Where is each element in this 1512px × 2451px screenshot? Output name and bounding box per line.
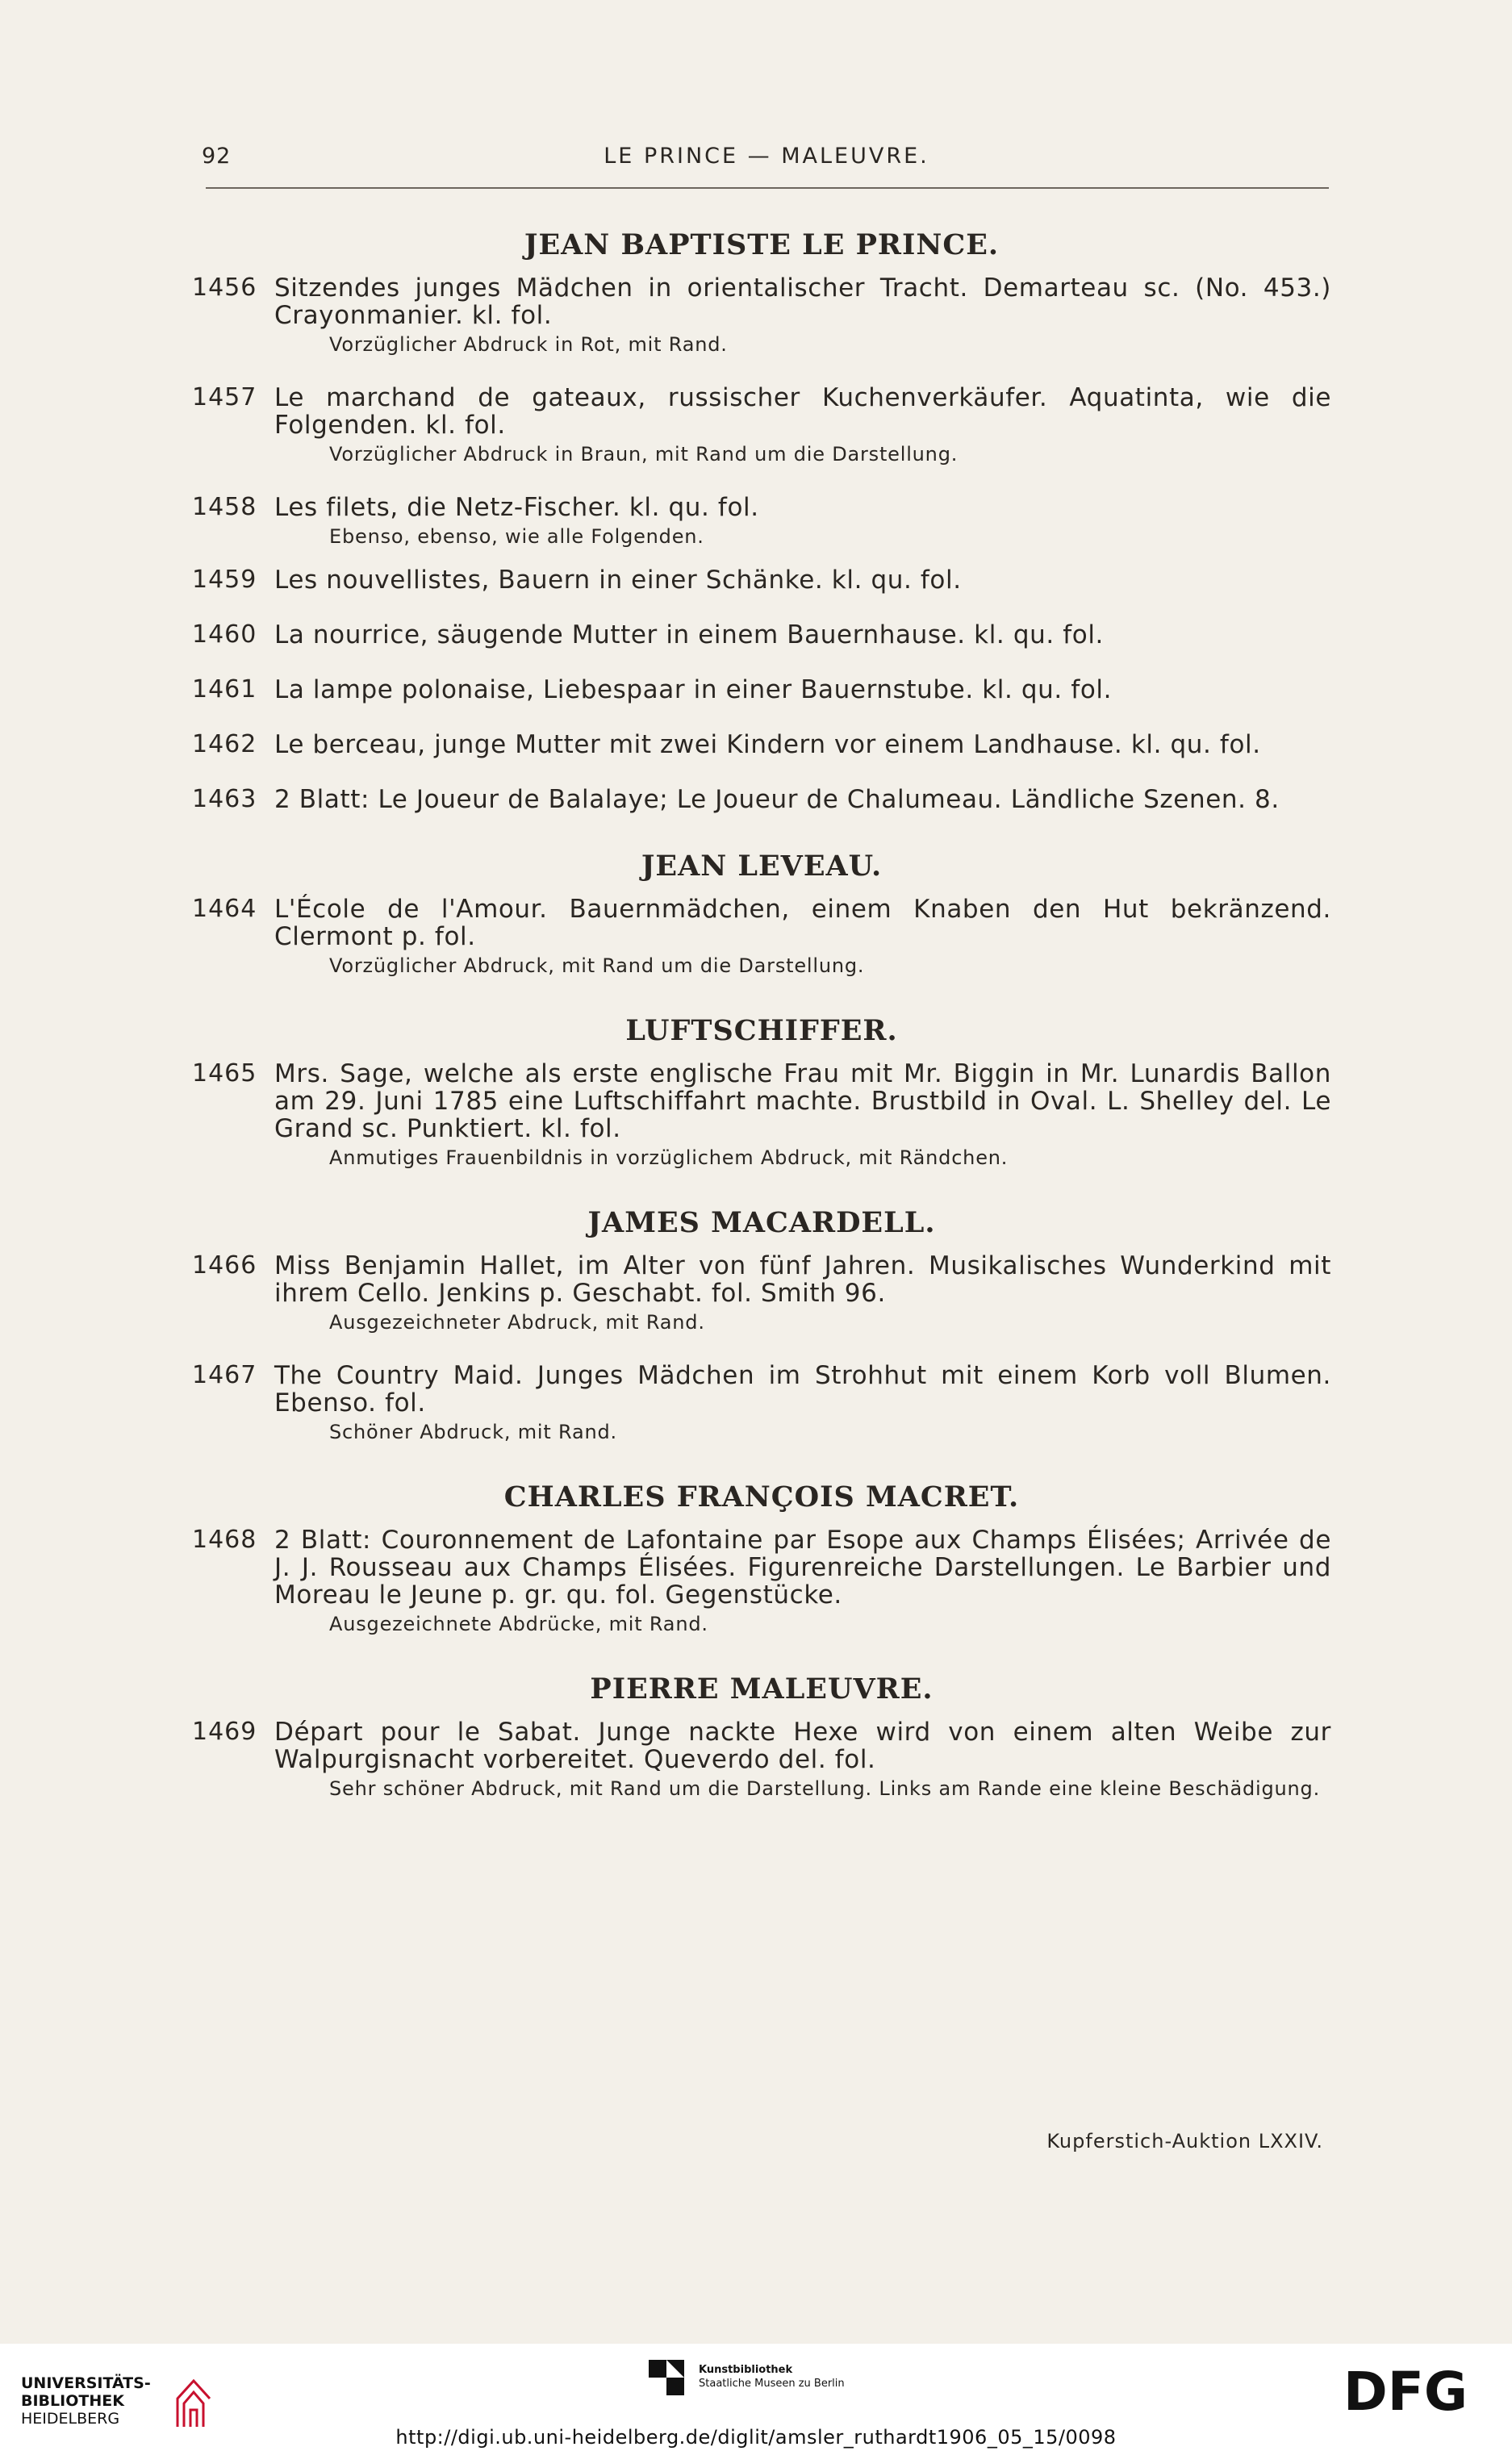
kb-name: Kunstbibliothek (699, 2364, 793, 2376)
section-heading: PIERRE MALEUVRE. (590, 1672, 934, 1706)
university-line-3: HEIDELBERG (21, 2410, 120, 2428)
entry-number: 1457 (192, 383, 257, 411)
entry-text: Les nouvellistes, Bauern in einer Schänke. kl. qu. fol. (274, 566, 962, 595)
entry-note: Vorzüglicher Abdruck, mit Rand um die Darstellung. (329, 954, 865, 977)
catalog-entry (192, 1718, 1331, 1801)
university-line-2: BIBLIOTHEK (21, 2392, 124, 2410)
entry-number: 1468 (192, 1526, 257, 1554)
university-library-logo[interactable] (21, 2374, 215, 2431)
entry-note: Anmutiges Frauenbildnis in vorzüglichem Abdruck, mit Rändchen. (329, 1146, 1009, 1169)
kb-subtitle: Staatliche Museen zu Berlin (699, 2378, 845, 2390)
entry-text: The Country Maid. Junges Mädchen im Strohhut mit einem Korb voll Blumen. Ebenso. fol. (274, 1361, 1331, 1418)
entry-note: Schöner Abdruck, mit Rand. (329, 1421, 617, 1443)
catalog-entry (192, 1362, 1331, 1444)
entry-text: L'École de l'Amour. Bauernmädchen, einem Knaben den Hut bekränzend. Clermont p. fol. (274, 895, 1331, 951)
entry-number: 1467 (192, 1361, 257, 1389)
catalog-entry (192, 1526, 1331, 1636)
entry-number: 1458 (192, 493, 257, 521)
catalog-entry (192, 274, 1331, 357)
permalink-url[interactable]: http://digi.ub.uni-heidelberg.de/diglit/amsler_ruthardt1906_05_15/0098 (395, 2426, 1117, 2449)
entry-number: 1460 (192, 620, 257, 649)
entry-text: La nourrice, säugende Mutter in einem Bauernhause. kl. qu. fol. (274, 620, 1105, 649)
catalog-entry (192, 621, 1331, 649)
entry-text: Le marchand de gateaux, russischer Kuchenverkäufer. Aquatinta, wie die Folgenden. kl. fol. (274, 383, 1331, 440)
heidelberg-mark-icon (169, 2374, 218, 2431)
entry-number: 1456 (192, 273, 257, 302)
entry-number: 1462 (192, 730, 257, 758)
entry-note: Ausgezeichnete Abdrücke, mit Rand. (329, 1613, 708, 1635)
catalog-entry (192, 1060, 1331, 1170)
dfg-logo-text: DFG (1343, 2361, 1468, 2420)
catalog-entry (192, 566, 1331, 594)
running-title: LE PRINCE — MALEUVRE. (604, 144, 929, 169)
entry-number: 1463 (192, 785, 257, 813)
catalog-entry (192, 494, 1331, 549)
entry-text: La lampe polonaise, Liebespaar in einer Bauernstube. kl. qu. fol. (274, 675, 1113, 704)
section-heading: JEAN LEVEAU. (641, 850, 883, 883)
university-line-1: UNIVERSITÄTS- (21, 2374, 151, 2392)
kunstbibliothek-icon (645, 2353, 691, 2399)
entry-note: Ausgezeichneter Abdruck, mit Rand. (329, 1311, 705, 1334)
entry-number: 1466 (192, 1251, 257, 1280)
entry-number: 1465 (192, 1059, 257, 1088)
header-rule (206, 187, 1329, 189)
kunstbibliothek-logo[interactable] (645, 2353, 904, 2402)
section-heading: CHARLES FRANÇOIS MACRET. (503, 1480, 1020, 1514)
page-number: 92 (202, 144, 232, 169)
entry-text: 2 Blatt: Le Joueur de Balalaye; Le Joueur de Chalumeau. Ländliche Szenen. 8. (274, 785, 1280, 814)
catalog-entry (192, 896, 1331, 978)
entry-text: Miss Benjamin Hallet, im Alter von fünf Jahren. Musikalisches Wunderkind mit ihrem Cello. Jenkins p. Geschabt. fol. Smith 96. (274, 1251, 1331, 1308)
dfg-logo[interactable] (1343, 2360, 1497, 2420)
catalog-entry (192, 384, 1331, 466)
entry-text: Le berceau, junge Mutter mit zwei Kindern vor einem Landhause. kl. qu. fol. (274, 730, 1261, 759)
catalog-content (192, 228, 1331, 1801)
section-heading: JEAN BAPTISTE LE PRINCE. (524, 228, 1000, 261)
section-heading: LUFTSCHIFFER. (625, 1014, 898, 1047)
entry-note: Sehr schöner Abdruck, mit Rand um die Darstellung. Links am Rande eine kleine Beschädigung. (329, 1777, 1321, 1800)
catalog-entry (192, 786, 1331, 813)
entry-number: 1459 (192, 566, 257, 594)
entry-number: 1464 (192, 895, 257, 923)
catalog-entry (192, 676, 1331, 704)
entry-number: 1469 (192, 1718, 257, 1746)
entry-number: 1461 (192, 675, 257, 704)
section-heading: JAMES MACARDELL. (587, 1206, 936, 1239)
catalog-entry (192, 1252, 1331, 1334)
catalog-entry (192, 731, 1331, 758)
entry-text: Départ pour le Sabat. Junge nackte Hexe wird von einem alten Weibe zur Walpurgisnacht vorbereitet. Queverdo del. fol. (274, 1718, 1331, 1774)
entry-note: Vorzüglicher Abdruck in Braun, mit Rand um die Darstellung. (329, 443, 959, 466)
entry-text: 2 Blatt: Couronnement de Lafontaine par Esope aux Champs Élisées; Arrivée de J. J. Rousseau aux Champs Élisées. Figurenreiche Darstellungen. Le Barbier und Moreau le Jeune p. gr. qu. fol. Gegenstücke. (274, 1526, 1331, 1610)
entry-text: Les filets, die Netz-Fischer. kl. qu. fol. (274, 493, 759, 522)
entry-text: Sitzendes junges Mädchen in orientalischer Tracht. Demarteau sc. (No. 453.) Crayonmanier. kl. fol. (274, 273, 1331, 330)
footer-band (0, 2344, 1512, 2451)
entry-text: Mrs. Sage, welche als erste englische Frau mit Mr. Biggin in Mr. Lunardis Ballon am 29. Juni 1785 eine Luftschiffahrt machte. Brustbild in Oval. L. Shelley del. Le Grand sc. Punktiert. kl. fol. (274, 1059, 1331, 1143)
running-head (202, 144, 1331, 176)
catalog-signature: Kupferstich-Auktion LXXIV. (1046, 2130, 1323, 2152)
entry-note: Ebenso, ebenso, wie alle Folgenden. (329, 525, 704, 548)
entry-note: Vorzüglicher Abdruck in Rot, mit Rand. (329, 333, 728, 356)
